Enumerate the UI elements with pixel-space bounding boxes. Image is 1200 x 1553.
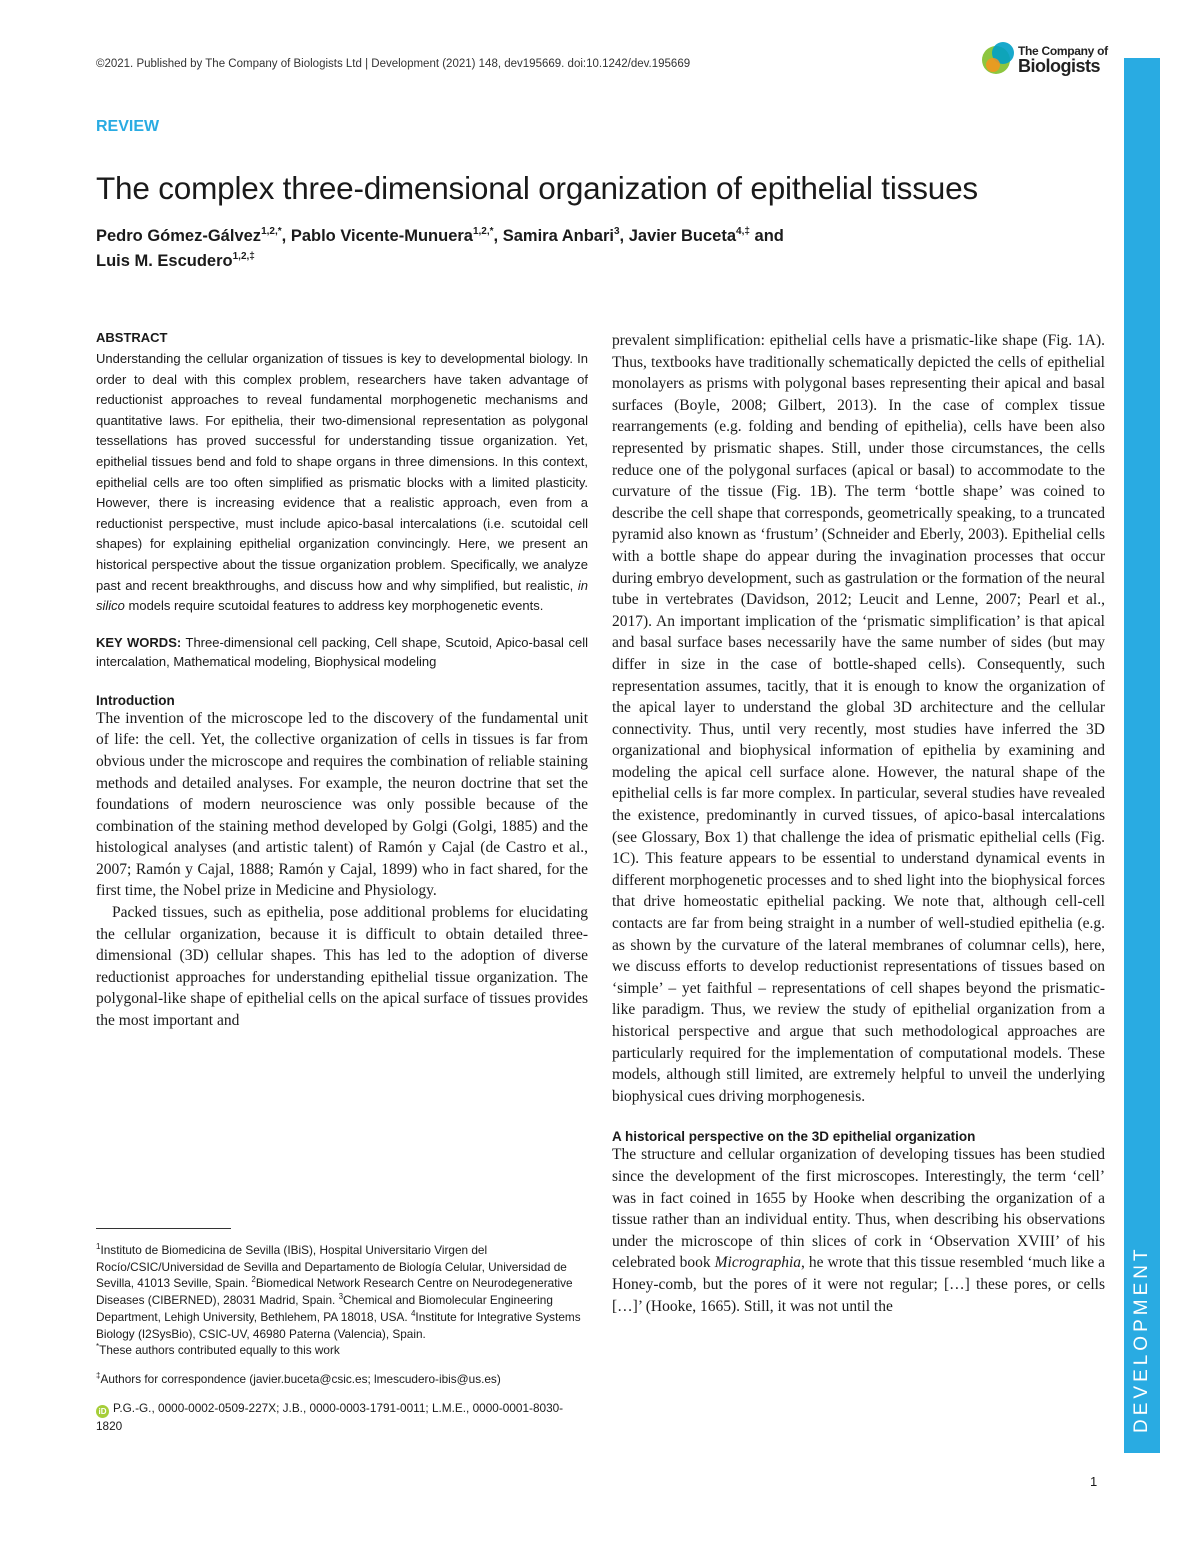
affiliation-2: Biomedical Network Research Centre on Neurodegenerative Diseases (CIBERNED), 28031 Madrid, Spain. [96,1276,573,1308]
author-sep: , [281,227,291,245]
orcid-note [96,1400,588,1435]
orcid-text: P.G.-G., 0000-0002-0509-227X; J.B., 0000-0003-1791-0011; L.M.E., 0000-0001-8030-1820 [96,1400,564,1433]
equal-contribution-note [96,1342,588,1359]
note-mark: ‡ [96,1370,101,1380]
affiliation-4: Institute for Integrative Systems Biology (I2SysBio), CSIC-UV, 46980 Paterna (Valencia), Spain. [96,1309,581,1341]
journal-header: ©2021. Published by The Company of Biologists Ltd | Development (2021) 148, dev195669. doi:10.1242/dev.195669 [96,58,691,70]
logo-mark-part [986,58,1000,72]
right-column [612,330,1105,1317]
article-title: The complex three-dimensional organization of epithelial tissues [96,170,978,206]
publisher-logo [982,42,1112,80]
affil-mark: 2 [251,1275,256,1285]
author-affil: 1,2,* [472,226,494,237]
author-affil: 1,2,* [261,226,282,237]
paragraph-text: The structure and cellular organization of developing tissues has been studied since the development of the first microscopes. Interestingly, the term ‘cell’ was in fact coined in 1655 by Hooke when describing the organization of a tissue rather than an individual entity. Thus, when describing his observations under the microscope of thin slices of cork in ‘Observation XVIII’ of his celebrated book [612,1146,1105,1272]
section-heading: Introduction [96,692,175,708]
keywords-list: Three-dimensional cell packing, Cell shape, Scutoid, Apico-basal cell intercalation, Mathematical modeling, Biophysical modeling [96,634,588,669]
section-heading: A historical perspective on the 3D epithelial organization [612,1129,976,1145]
author-sep: and [749,227,784,245]
footnotes [96,1242,588,1434]
paragraph: The invention of the microscope led to the discovery of the fundamental unit of life: the cell. Yet, the collective organization of cells in tissues is far from obvious under the microscope and requires the combination of reliable staining methods and detailed analyses. For example, the neuron doctrine that set the foundations of modern neuroscience was only possible because of the combination of the staining method developed by Golgi (Golgi, 1885) and the histological analyses (and artistic talent) of Ramón y Cajal (de Castro et al., 2007; Ramón y Cajal, 1888; Ramón y Cajal, 1899) who in fact shared, for the first time, the Nobel prize in Medicine and Physiology. [96,709,588,900]
sidebar-label: DEVELOPMENT [1131,1245,1152,1433]
correspondence-text: Authors for correspondence (javier.buceta@csic.es; lmescudero-ibis@us.es) [100,1371,501,1386]
logo-line1: The Company of [1018,44,1108,58]
affil-mark: 1 [96,1242,101,1251]
author-affil: 1,2,‡ [232,251,255,262]
paragraph-text: , he wrote that this tissue resembled ‘much like a Honey-comb, but the pores of it were not regular; […] these pores, or cells […]’ (Hooke, 1665). Still, it was not until the [612,1254,1105,1315]
correspondence-note [96,1371,588,1388]
affiliation-3: Chemical and Biomolecular Engineering Department, Lehigh University, Bethlehem, PA 18018, USA. [96,1293,553,1324]
author [503,227,629,245]
author [291,227,503,245]
keywords [96,633,588,671]
author [96,252,255,270]
paragraph [612,1144,1105,1317]
article-type: REVIEW [96,118,160,135]
abstract-body [96,349,588,617]
author-list [96,224,996,274]
author-sep: , [619,227,629,245]
author-name: Javier Buceta [628,227,737,245]
equal-contribution-text: These authors contributed equally to this work [99,1343,340,1358]
author [96,227,291,245]
paragraph: prevalent simplification: epithelial cells have a prismatic-like shape (Fig. 1A). Thus, textbooks have traditionally schematically depicted the cells of epithelial monolayers as prisms with polygonal bases representing their apical and basal surfaces (Boyle, 2008; Gilbert, 2013). In the case of complex tissue rearrangements (e.g. folding and bending of epithelia), cells have been also represented by prismatic shapes. Still, under those circumstances, the cells reduce one of the polygonal surfaces (apical or basal) to accommodate to the curvature of the tissue (Fig. 1B). The term ‘bottle shape’ was coined to describe the cell shape that corresponds, geometrically speaking, to a truncated pyramid also known as ‘frustum’ (Schneider and Eberly, 2003). Epithelial cells with a bottle shape do appear during the invagination processes that occur during embryo development, such as gastrulation or the formation of the neural tube in vertebrates (Davidson, 2012; Leucit and Lenne, 2007; Pearl et al., 2017). An important implication of the ‘prismatic simplification’ is that apical and basal surface bases necessarily have the same number of sides (but may differ in size in the case of bottle-shaped cells). Consequently, such representation assumes, tacitly, that it is enough to know the organization of the apical layer to understand the global 3D architecture and the cellular connectivity. Thus, until very recently, most studies have inferred the 3D organizational and biophysical information of epithelia by examining and modeling the apical cell surface alone. However, the natural shape of the epithelial cells is far more complex. In particular, several studies have revealed the existence, predominantly in curved tissues, of apico-basal intercalations (see Glossary, Box 1) that challenge the idea of prismatic epithelial cells (Fig. 1C). This feature appears to be essential to understand dynamical events in different morphogenetic processes and to shed light into the biophysical forces that drive homeostatic epithelial packing. We note that, although cell-cell contacts are far from being straight in a number of well-studied epithelia (e.g. as shown by the curvature of the lateral membranes of columnar cells), here, we discuss efforts to develop reductionist representations of tissues based on ‘simple’ – yet faithful – representations of cell shapes beyond the prismatic-like paradigm. Thus, we review the study of epithelial organization from a historical perspective and argue that such methodological approaches are particularly required for the implementation of computational models. These models, although still limited, are extremely helpful to unveil the underlying biophysical cues driving morphogenesis. [612,332,1105,1105]
author-affil: 3 [613,226,620,237]
orcid-icon: iD [96,1405,109,1418]
abstract-text: Understanding the cellular organization of tissues is key to developmental biology. In order to deal with this complex problem, researchers have taken advantage of reductionist approaches to reveal fundamental morphogenetic mechanisms and quantitative laws. For epithelia, their two-dimensional representation as polygonal tessellations has proved successful for understanding tissue organization. Yet, epithelial tissues bend and fold to shape organs in three dimensions. In this context, epithelial cells are too often simplified as prismatic blocks with a limited plasticity. However, there is increasing evidence that a realistic approach, even from a reductionist perspective, must include apico-basal intercalations (i.e. scutoidal cell shapes) for explaining epithelial organization convincingly. Here, we present an historical perspective about the tissue organization problem. Specifically, we analyze past and recent breakthroughs, and discuss how and why simplified, but realistic, [96,351,588,593]
author-name: Luis M. Escudero [96,252,233,270]
affiliations [96,1242,588,1342]
author-affil: 4,‡ [736,226,750,237]
page-number: 1 [1090,1474,1098,1489]
abstract-text: models require scutoidal features to address key morphogenetic events. [124,598,544,614]
footnote-rule [96,1228,231,1229]
abstract-heading: ABSTRACT [96,330,168,345]
affil-mark: 3 [338,1292,344,1302]
affiliation-1: Instituto de Biomedicina de Sevilla (IBiS), Hospital Universitario Virgen del Rocío/CSIC/Universidad de Sevilla and Departamento de Biología Celular, Universidad de Sevilla, 41013 Seville, Spain. [96,1243,567,1291]
author [629,227,784,245]
journal-sidebar [1124,58,1160,1453]
left-column [96,330,588,1032]
affil-mark: 4 [410,1308,416,1318]
paragraph: Packed tissues, such as epithelia, pose additional problems for elucidating the cellular organization, because it is difficult to obtain detailed three-dimensional (3D) cellular shapes. This has led to the adoption of diverse reductionist approaches for understanding epithelial tissue organization. The polygonal-like shape of epithelial cells on the apical surface of tissues provides the most important and [96,904,588,1030]
abstract-italic: in silico [96,577,588,614]
author-name: Pablo Vicente-Munuera [290,227,473,245]
book-title: Micrographia [714,1254,802,1272]
author-name: Pedro Gómez-Gálvez [96,227,262,245]
keywords-label: KEY WORDS: [96,634,182,650]
note-mark: * [96,1342,100,1352]
logo-line2: Biologists [1018,56,1101,76]
author-name: Samira Anbari [502,227,614,245]
author-sep: , [493,227,503,245]
